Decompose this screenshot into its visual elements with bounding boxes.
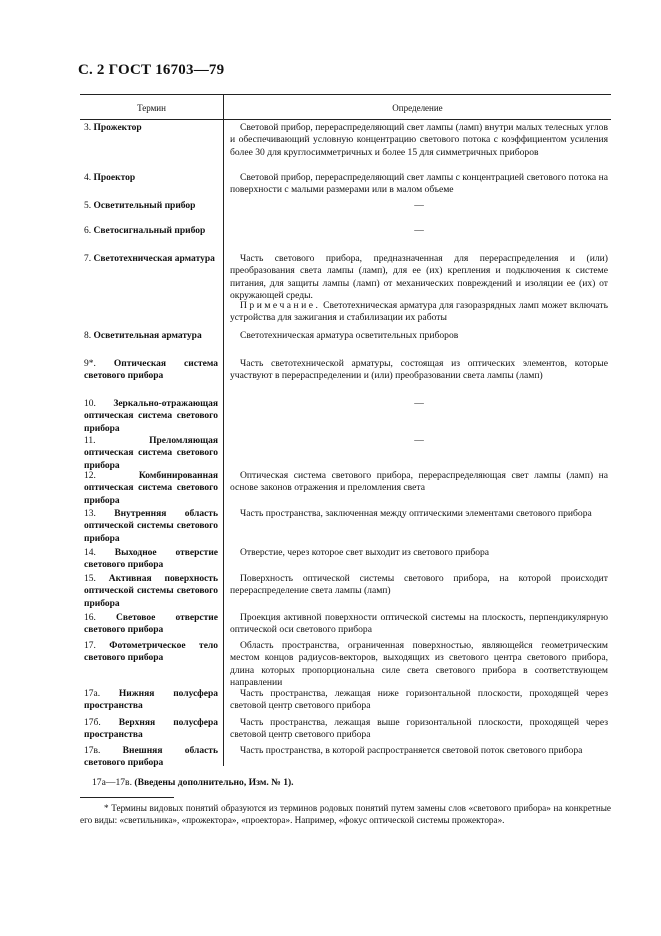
column-header-definition: Определение <box>392 103 443 113</box>
term-number: 6. <box>84 226 92 236</box>
page-header: С. 2 ГОСТ 16703—79 <box>78 62 225 78</box>
table-row-definition: Поверхность оптической системы светового прибора, на которой происходит перераспределение света лампы (ламп) <box>230 573 608 597</box>
term-number: 13. <box>84 509 96 519</box>
term-name: Осветительная арматура <box>93 331 202 341</box>
table-row-term <box>84 573 218 610</box>
note-text: Светотехническая арматура для газоразрядных ламп может включать устройства для зажигания и стабилизации их работы <box>230 300 609 324</box>
term-name: Прожектор <box>93 123 142 133</box>
table-row-definition: Светотехническая арматура осветительных приборов <box>240 330 459 341</box>
term-name: Световое отверстие светового прибора <box>84 613 218 636</box>
table-row-term <box>84 612 218 637</box>
table-row-term <box>84 200 218 212</box>
term-number: 17в. <box>84 746 101 756</box>
table-row-definition: Световой прибор, перераспределяющий свет лампы с концентрацией светового потока на поверхности с малыми размерами или в малом объеме <box>230 172 608 196</box>
table-row-definition: Световой прибор, перераспределяющий свет лампы (ламп) внутри малых телесных углов и обеспечивающий условную концентрацию светового потока с коэффициентом усиления более 30 для круглосимметричных и более 15 для симметричных приборов <box>230 122 608 158</box>
term-name: Фотометрическое тело светового прибора <box>84 641 218 664</box>
note-label: Примечание. <box>240 300 321 311</box>
term-number: 15. <box>84 574 96 584</box>
term-name: Активная поверхность оптической системы светового прибора <box>84 574 218 609</box>
amendment-range: 17а—17в. <box>92 777 132 788</box>
table-row-term <box>84 225 218 237</box>
term-number: 16. <box>84 613 96 623</box>
table-row-term <box>84 547 218 572</box>
table-row-term <box>84 717 218 742</box>
term-name: Преломляющая оптическая система светового прибора <box>84 436 218 471</box>
table-row-note <box>230 300 608 325</box>
term-name: Зеркально-отражающая оптическая система светового прибора <box>84 399 218 434</box>
term-number: 17а. <box>84 689 101 699</box>
term-name: Осветительный прибор <box>93 201 196 211</box>
term-number: 5. <box>84 201 92 211</box>
term-name: Светосигнальный прибор <box>93 226 206 236</box>
table-top-rule <box>80 94 611 95</box>
term-name: Внутренняя область оптической системы светового прибора <box>84 509 218 544</box>
table-row-term <box>84 398 218 435</box>
table-row-term <box>84 688 218 713</box>
column-divider <box>223 94 224 766</box>
table-row-definition: — <box>414 225 424 236</box>
amendment-text: (Введены дополнительно, Изм. № 1). <box>134 777 294 788</box>
term-name: Верхняя полусфера пространства <box>84 718 219 741</box>
table-row-definition: Часть пространства, заключенная между оптическими элементами светового прибора <box>240 508 592 519</box>
term-number: 12. <box>84 471 96 481</box>
term-number: 4. <box>84 173 92 183</box>
table-header-rule <box>80 119 611 120</box>
table-row-definition: — <box>414 435 424 446</box>
table-row-term <box>84 172 218 184</box>
term-number: 7. <box>84 254 92 264</box>
footnote: * Термины видовых понятий образуются из терминов родовых понятий путем замены слов «светового прибора» на конкретные его виды: «светильника», «прожектора», «проектора». Например, «фокус оптической системы прожектора». <box>80 803 611 825</box>
term-number: 3. <box>84 123 92 133</box>
term-name: Выходное отверстие светового прибора <box>84 548 219 571</box>
footnote-rule <box>80 797 174 798</box>
term-name: Нижняя полусфера пространства <box>84 689 218 712</box>
table-row-definition: — <box>414 398 424 409</box>
table-row-term <box>84 358 218 383</box>
table-row-term <box>84 122 218 134</box>
amendment-note <box>92 777 294 788</box>
table-row-definition: Часть пространства, в которой распространяется световой поток светового прибора <box>240 745 583 756</box>
table-row-term <box>84 745 218 770</box>
term-name: Оптическая система светового прибора <box>84 359 219 382</box>
term-number: 9*. <box>84 359 96 369</box>
term-number: 17б. <box>84 718 101 728</box>
term-name: Светотехническая арматура <box>93 254 215 264</box>
table-row-definition: Область пространства, ограниченная поверхностью, являющейся геометрическим местом концов радиусов-векторов, выходящих из светового центра светового прибора, длина которых пропорциональна силе света светового прибора в соответствующем направлении <box>230 640 608 689</box>
term-name: Комбинированная оптическая система светового прибора <box>84 471 218 506</box>
table-row-term <box>84 640 218 665</box>
table-row-definition: Часть пространства, лежащая выше горизонтальной плоскости, проходящей через световой центр светового прибора <box>230 717 608 741</box>
column-header-term: Термин <box>137 103 166 113</box>
table-row-definition: — <box>414 200 424 211</box>
table-row-definition: Оптическая система светового прибора, перераспределяющая свет лампы (ламп) на основе законов отражения и преломления света <box>230 470 608 494</box>
term-name: Проектор <box>93 173 136 183</box>
table-row-term <box>84 470 218 507</box>
table-row-definition: Часть светотехнической арматуры, состоящая из оптических элементов, которые участвуют в перераспределении и (или) преобразовании света лампы (ламп) <box>230 358 608 382</box>
table-row-definition: Часть светового прибора, предназначенная для перераспределения и (или) преобразования света лампы (ламп), для ее (их) крепления и подключения к системе питания, для защиты лампы (ламп) от механических повреждений и изоляции ее (их) от окружающей среды. <box>230 253 608 302</box>
table-row-term <box>84 508 218 545</box>
term-number: 8. <box>84 331 92 341</box>
term-number: 14. <box>84 548 96 558</box>
term-name: Внешняя область светового прибора <box>84 746 218 769</box>
table-row-definition: Проекция активной поверхности оптической системы на плоскость, перпендикулярную оптической оси светового прибора <box>230 612 608 636</box>
table-row-term <box>84 330 218 342</box>
table-row-definition: Отверстие, через которое свет выходит из светового прибора <box>240 547 490 558</box>
term-number: 10. <box>84 399 96 409</box>
term-number: 11. <box>84 436 96 446</box>
table-row-term <box>84 435 218 472</box>
table-row-term <box>84 253 218 265</box>
term-number: 17. <box>84 641 96 651</box>
table-row-definition: Часть пространства, лежащая ниже горизонтальной плоскости, проходящей через световой центр светового прибора <box>230 688 608 712</box>
